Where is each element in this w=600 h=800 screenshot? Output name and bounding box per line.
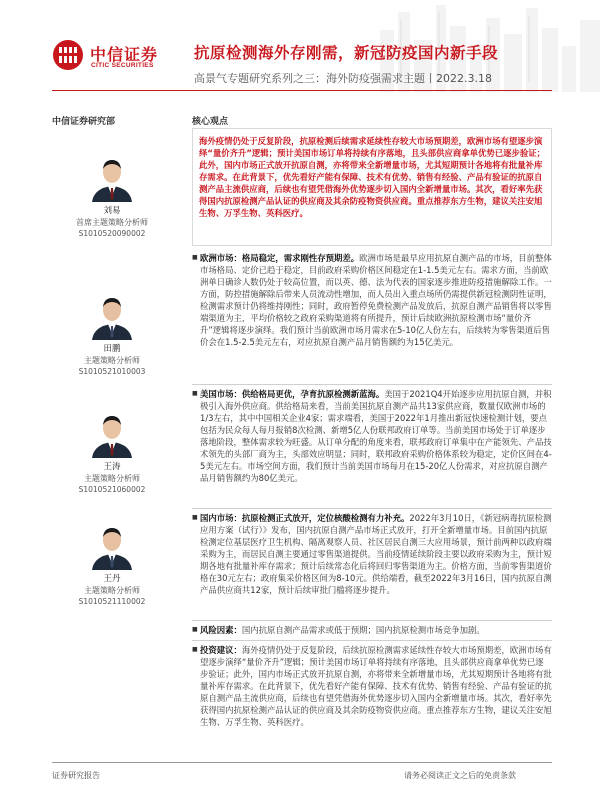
section-risk [192,624,552,636]
analyst-license-id: S1010521110002 [78,597,146,606]
analyst-license-id: S1010520090002 [78,229,146,238]
logo-english-text: CITIC SECURITIES [91,62,154,69]
analyst-card [52,520,172,607]
analyst-card [52,290,172,377]
section-divider [192,620,552,621]
analyst-role: 主题策略分析师 [84,356,140,365]
section-lead: 美国市场：供给格局更优，孕育抗原检测新蓝海。 [200,389,385,399]
footer-divider [52,762,552,763]
analyst-name: 田鹏 [103,344,121,354]
analyst-card [52,408,172,495]
analyst-name: 王丹 [103,574,121,584]
header-divider [52,90,552,91]
analyst-role: 主题策略分析师 [84,586,140,595]
section-divider [192,640,552,641]
section-lead: 国内市场：抗原检测正式放开，定位核酸检测有力补充。 [200,513,410,523]
report-subtitle: 高景气专题研究系列之三：海外防疫强需求主题丨2022.3.18 [194,72,492,85]
analyst-name: 刘易 [103,206,121,216]
analyst-name: 王涛 [103,462,121,472]
analyst-role: 首席主题策略分析师 [76,218,148,227]
section-europe [192,252,552,348]
analyst-card [52,152,172,239]
section-divider [192,384,552,385]
section-usa [192,388,552,484]
logo-chinese-text: 中信证券 [90,45,159,64]
analyst-role: 主题策略分析师 [84,474,140,483]
section-domestic [192,512,552,596]
avatar [88,152,136,202]
report-header [0,0,600,92]
report-title: 抗原检测海外存刚需，新冠防疫国内新手段 [194,44,499,62]
section-lead: 欧洲市场：格局稳定，需求刚性存预期差。 [200,253,360,263]
citic-logo-icon [52,39,84,71]
section-lead: 投资建议： [200,645,242,655]
research-department-label: 中信证券研究部 [52,117,116,127]
section-body: 美国于2021Q4开始逐步应用抗原自测，并积极引入海外供应商。供给格局来看，当前美国抗原自测产品共13家供应商，数量仅欧洲市场的1/3左右，其中中国相关企业4家；需求端看，美国于2022年1月推出新冠快速检测计划，要点包括为民众每人每月报销8次检测、新增5亿人份联邦政府订单等。当前美国市场处于订单逐步落地阶段，整体需求较为旺盛。从订单分配的角度来看，联邦政府订单集中在产能领先、产品技术领先的头部厂商为主，头部效应明显；同时，联邦政府采购价格体系较为稳定，定价区间在4-5美元左右。市场空间方面，我们预计当前美国市场每月在15-20亿人份需求，对应抗原自测产品月销售额约为80亿美元。 [200,389,552,483]
section-body: 2022年3月10日，《新冠病毒抗原检测应用方案（试行）》发布，国内抗原自测产品市场正式放开，打开全新增量市场。目前国内抗原检测定位基层医疗卫生机构、隔离观察人员、社区居民自测三大应用场景，预计前两种以政府端采购为主，而居民自测主要通过零售渠道提供。当前疫情延续阶段主要以政府采购为主，预计短期各地有批量补库存需求；预计后续常态化后将回归零售渠道为主。价格方面，当前零售渠道价格在30元左右；政府集采价格区间为8-10元。供给端看，截至2022年3月16日，国内抗原自测产品供应商共12家，预计后续审批门槛将逐步提升。 [200,513,552,595]
section-body: 国内抗原自测产品需求或低于预期；国内抗原检测市场竞争加剧。 [241,625,485,635]
footer-report-type: 证券研究报告 [52,771,100,780]
avatar [88,520,136,570]
core-views-summary: 海外疫情仍处于反复阶段，抗原检测后续需求延续性存较大市场预期差，欧洲市场有望逐步演绎“量价齐升”逻辑；预计美国市场订单将持续有序落地，且头部供应商拿单优势已逐步验证；此外，国内市场正式放开抗原自测，亦将带来全新增量市场，尤其短期预计各地将有批量补库存需求。在此背景下，优先看好产能有保障、技术有优势、销售有经验、产品有验证的抗原自测产品主流供应商，后续也有望凭借海外优势逐步切入国内全新增量市场。其次，看好率先获得国内抗原检测产品认证的供应商及其余防疫物资供应商。重点推荐东方生物，建议关注安旭生物、万孚生物、英科医疗。 [192,128,552,246]
core-views-label: 核心观点 [192,117,229,127]
section-body: 海外疫情仍处于反复阶段，后续抗原检测需求延续性存较大市场预期差，欧洲市场有望逐步演绎“量价齐升”逻辑；预计美国市场订单将持续有序落地，且头部供应商拿单优势已逐步验证；此外，国内市场正式放开抗原自测，亦将带来全新增量市场，尤其短期预计各地将有批量补库存需求。在此背景下，优先看好产能有保障、技术有优势、销售有经验、产品有验证的抗原自测产品主流供应商，后续也有望凭借海外优势逐步切入国内全新增量市场。其次，看好率先获得国内抗原检测产品认证的供应商及其余防疫物资供应商。重点推荐东方生物，建议关注安旭生物、万孚生物、英科医疗。 [200,645,552,727]
section-divider [192,508,552,509]
avatar [88,408,136,458]
analyst-license-id: S1010521010003 [78,367,146,376]
analyst-license-id: S1010521060002 [78,485,146,494]
section-lead: 风险因素： [200,625,242,635]
footer-disclaimer: 请务必阅读正文之后的免责条款 [404,771,516,780]
avatar [88,290,136,340]
section-body: 欧洲市场是最早应用抗原自测产品的市场，目前整体市场格局、定价已趋于稳定，目前政府采购价格区间稳定在1-1.5美元左右。需求方面，当前欧洲单日确诊人数仍处于较高位置，而以英、德、法为代表的国家逐步推进防疫措施解除工作。一方面，防控措施解除后带来人员流动性增加，而人员出入重点场所仍需提供新冠检测阴性证明，检测需求预计仍将维持刚性；同时，政府暂停免费检测产品发放后，抗原自测产品销售将以零售端渠道为主，平均价格较之政府采购渠道将有所提升，预计后续欧洲抗原检测市场“量价齐升”逻辑将逐步演绎。我们预计当前欧洲市场月需求在5-10亿人份左右，后续转为零售渠道后售价会在1.5-2.5美元左右，对应抗原自测产品月销售额约为15亿美元。 [200,253,552,347]
section-investment [192,644,552,728]
